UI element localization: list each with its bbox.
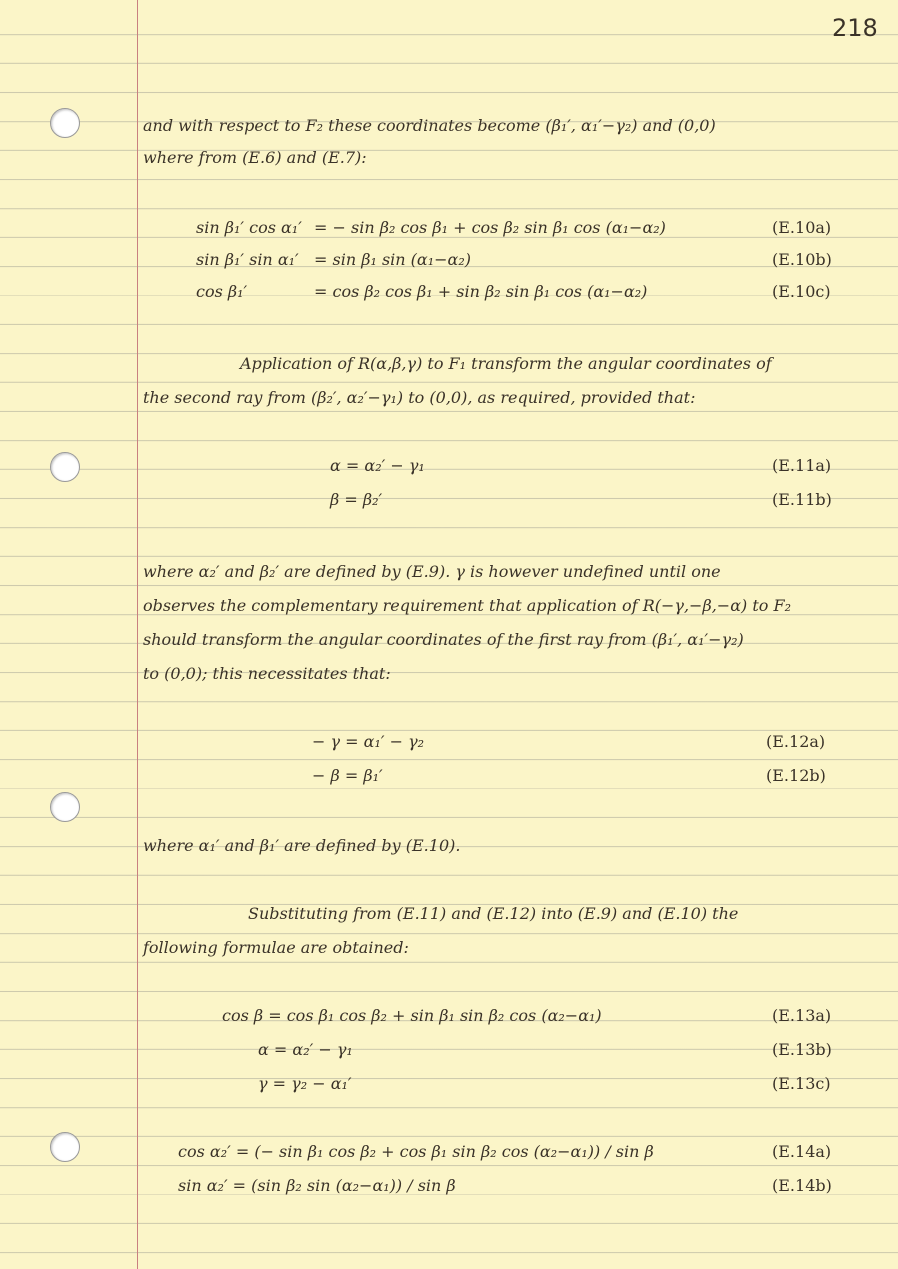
equation-number: (E.10c) [772, 282, 831, 301]
equation-number: (E.11a) [772, 456, 832, 475]
equation-number: (E.14b) [772, 1176, 832, 1195]
equation: cos β = cos β₁ cos β₂ + sin β₁ sin β₂ cos (α₂−α₁) [222, 1006, 602, 1025]
equation: γ = γ₂ − α₁′ [258, 1074, 352, 1093]
text-line: where from (E.6) and (E.7): [143, 148, 367, 167]
equation: − γ = α₁′ − γ₂ [312, 732, 425, 751]
text-line: should transform the angular coordinates of the first ray from (β₁′, α₁′−γ₂) [143, 630, 744, 649]
margin-line [137, 0, 138, 1269]
equation-rhs: = − sin β₂ cos β₁ + cos β₂ sin β₁ cos (α₁−α₂) [314, 218, 666, 237]
punch-hole [50, 108, 80, 138]
text-line: following formulae are obtained: [143, 938, 409, 957]
equation: cos α₂′ = (− sin β₁ cos β₂ + cos β₁ sin β₂ cos (α₂−α₁)) / sin β [178, 1142, 654, 1161]
page-number: 218 [832, 14, 878, 42]
equation-lhs: sin β₁′ cos α₁′ [196, 218, 302, 237]
text-line: where α₁′ and β₁′ are defined by (E.10). [143, 836, 461, 855]
equation: α = α₂′ − γ₁ [258, 1040, 353, 1059]
equation-number: (E.14a) [772, 1142, 832, 1161]
equation-number: (E.13b) [772, 1040, 832, 1059]
equation-rhs: = cos β₂ cos β₁ + sin β₂ sin β₁ cos (α₁−α₂) [314, 282, 648, 301]
text-line: the second ray from (β₂′, α₂′−γ₁) to (0,0), as required, provided that: [143, 388, 696, 407]
equation-number: (E.12a) [766, 732, 826, 751]
equation-number: (E.13a) [772, 1006, 832, 1025]
text-line: where α₂′ and β₂′ are defined by (E.9). γ is however undefined until one [143, 562, 721, 581]
equation: α = α₂′ − γ₁ [330, 456, 425, 475]
equation-number: (E.10b) [772, 250, 832, 269]
punch-hole [50, 1132, 80, 1162]
punch-hole [50, 792, 80, 822]
equation: − β = β₁′ [312, 766, 383, 785]
equation-number: (E.11b) [772, 490, 832, 509]
equation-number: (E.13c) [772, 1074, 831, 1093]
text-line: observes the complementary requirement that application of R(−γ,−β,−α) to F₂ [143, 596, 791, 615]
text-line: to (0,0); this necessitates that: [143, 664, 391, 683]
equation-number: (E.10a) [772, 218, 832, 237]
text-line: Application of R(α,β,γ) to F₁ transform the angular coordinates of [240, 354, 772, 373]
equation-number: (E.12b) [766, 766, 826, 785]
text-line: and with respect to F₂ these coordinates become (β₁′, α₁′−γ₂) and (0,0) [143, 116, 716, 135]
text-line: Substituting from (E.11) and (E.12) into (E.9) and (E.10) the [248, 904, 739, 923]
equation: β = β₂′ [330, 490, 383, 509]
equation-lhs: sin β₁′ sin α₁′ [196, 250, 299, 269]
equation-rhs: = sin β₁ sin (α₁−α₂) [314, 250, 472, 269]
equation-lhs: cos β₁′ [196, 282, 248, 301]
equation: sin α₂′ = (sin β₂ sin (α₂−α₁)) / sin β [178, 1176, 456, 1195]
punch-hole [50, 452, 80, 482]
